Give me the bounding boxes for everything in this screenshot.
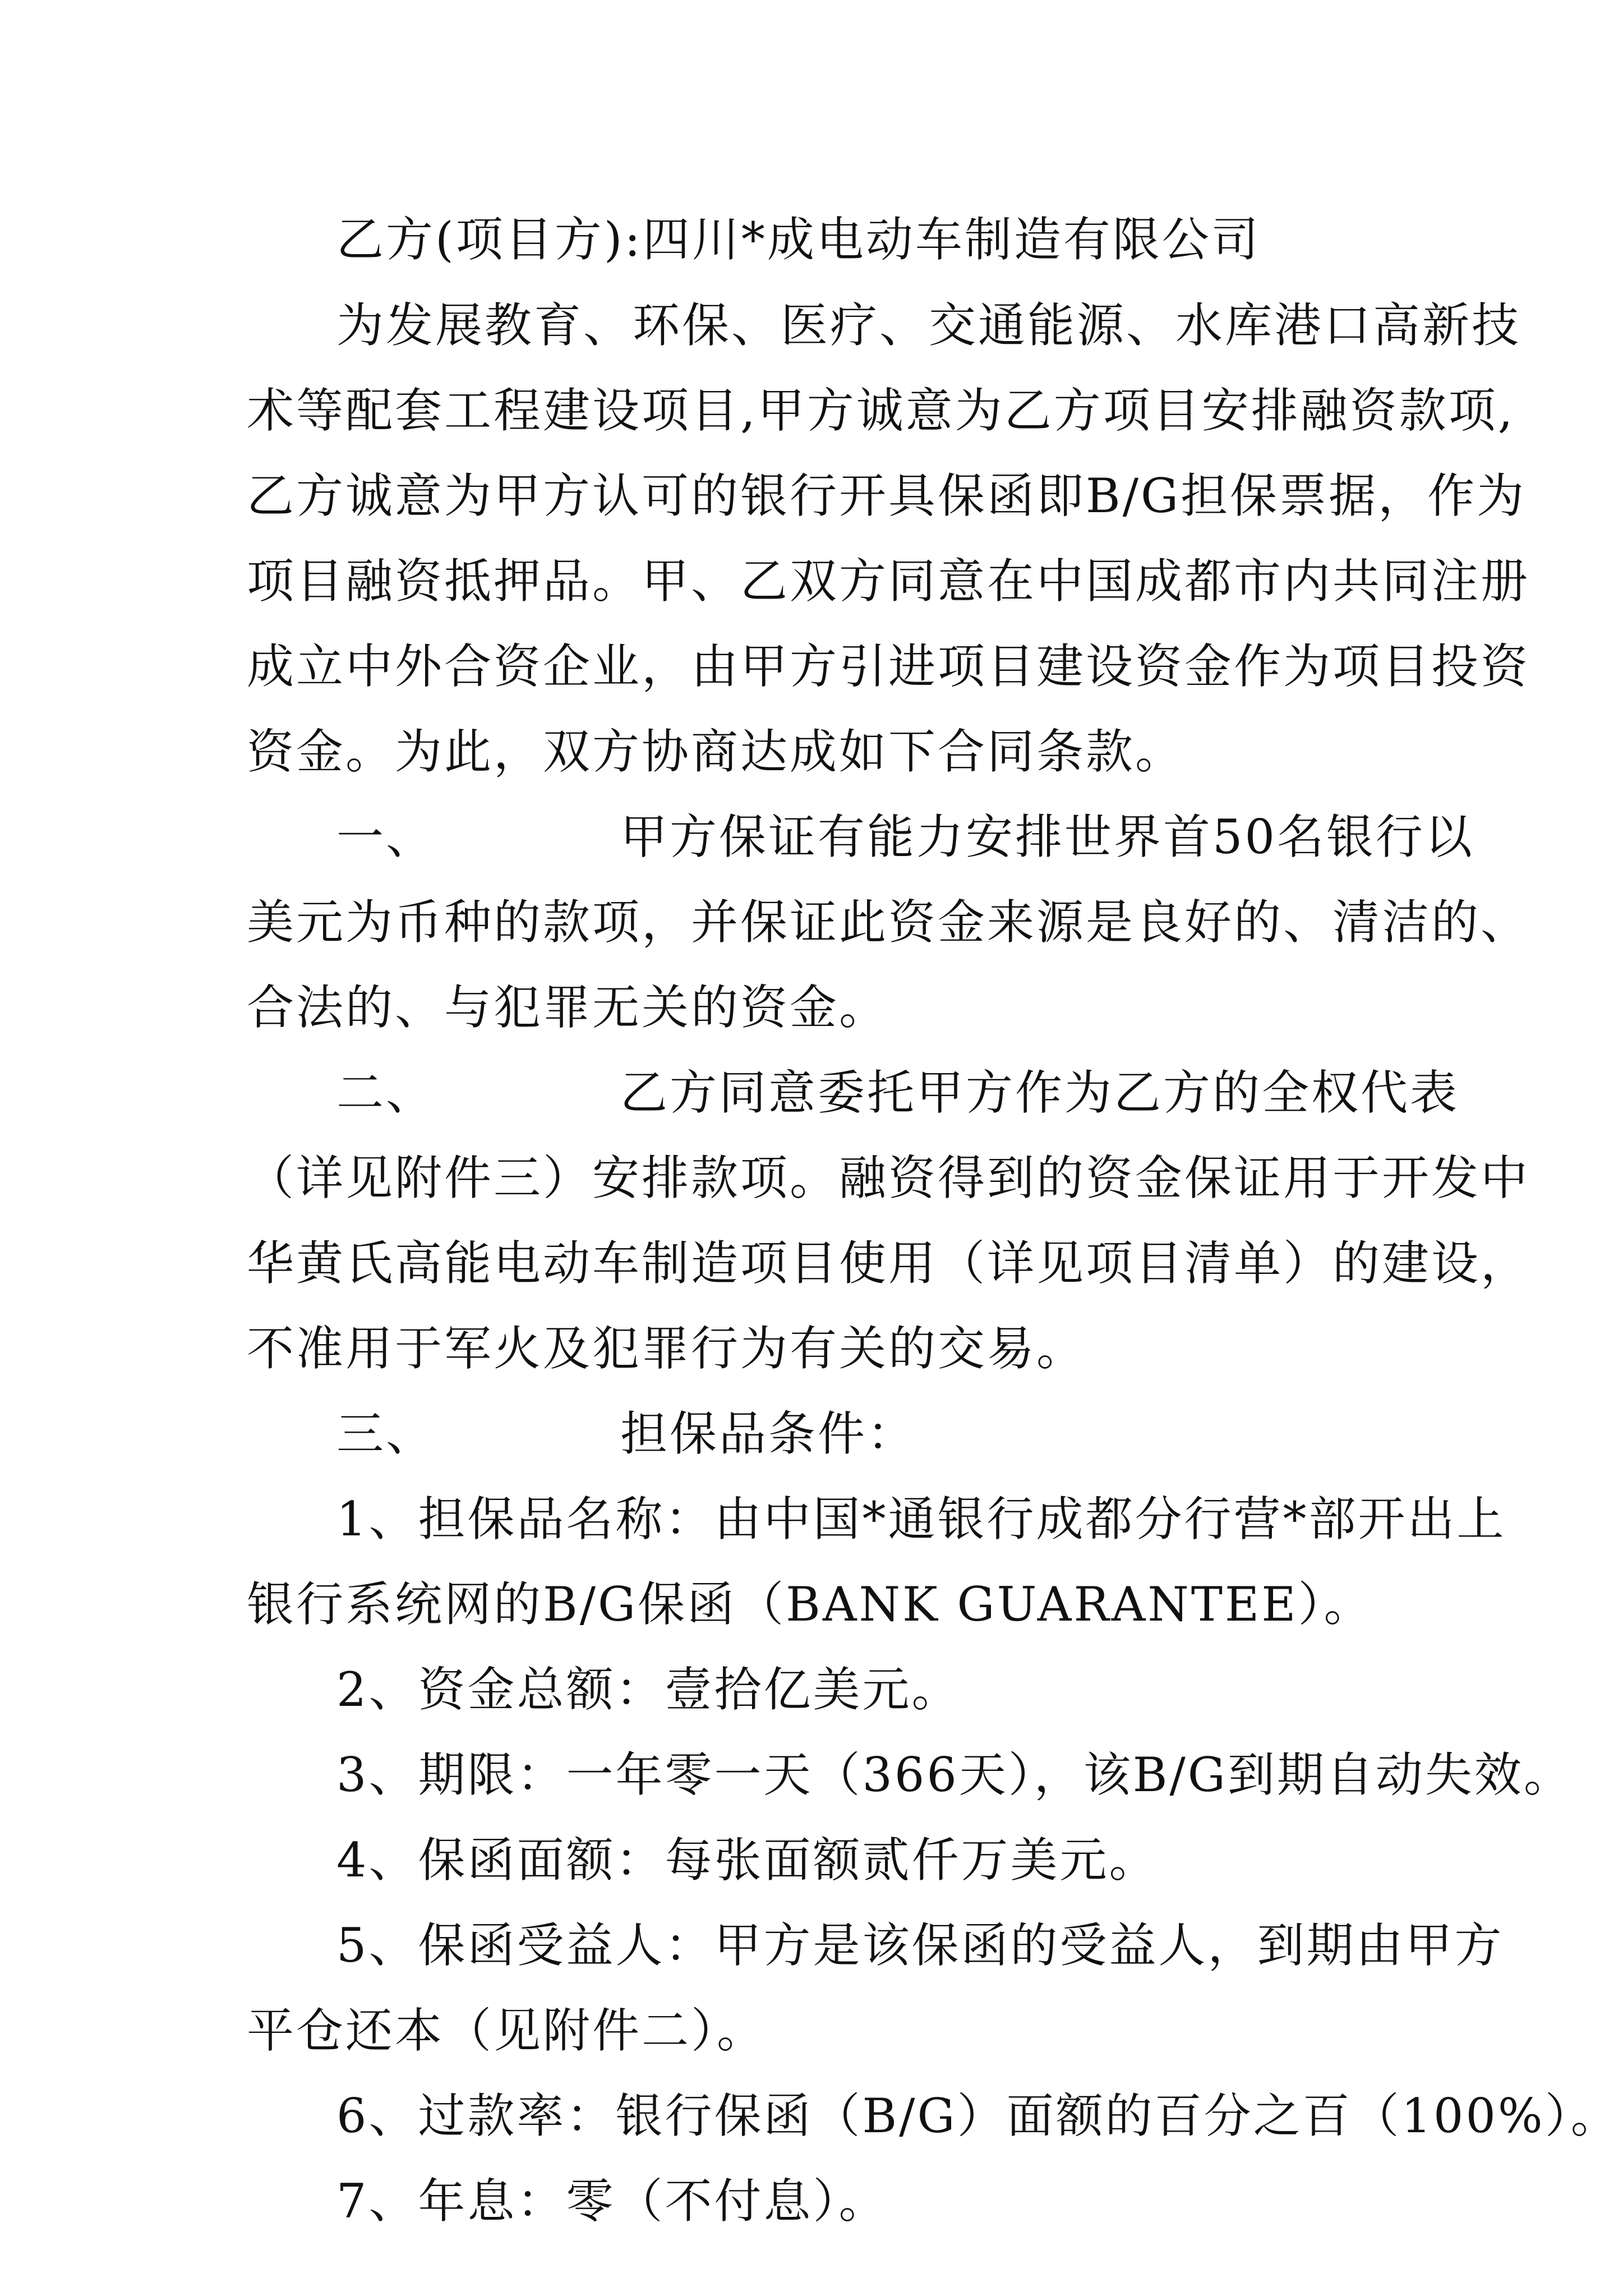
clause-2-text: 乙方同意委托甲方作为乙方的全权代表: [620, 1065, 1460, 1120]
condition-item: 3、期限：一年零一天（366天），该B/G到期自动失效。: [336, 1747, 1573, 1802]
condition-item: 2、资金总额：壹拾亿美元。: [336, 1662, 961, 1717]
clause-3-title: 担保品条件：: [620, 1406, 917, 1461]
clause-3-heading: [336, 1406, 917, 1461]
clause-1-line: 合法的、与犯罪无关的资金。: [247, 980, 889, 1035]
preamble-line: 乙方诚意为甲方认可的银行开具保函即B/G担保票据，作为: [247, 468, 1527, 523]
preamble-line: 术等配套工程建设项目,甲方诚意为乙方项目安排融资款项,: [247, 383, 1515, 438]
clause-1-number: 一、: [336, 809, 436, 864]
condition-item: 银行系统网的B/G保函（BANK GUARANTEE）。: [247, 1577, 1373, 1632]
condition-item: 4、保函面额：每张面额贰仟万美元。: [336, 1833, 1159, 1888]
clause-1-line: 美元为币种的款项，并保证此资金来源是良好的、清洁的、: [247, 895, 1530, 950]
clause-3-number: 三、: [336, 1406, 436, 1461]
clause-2-line: 不准用于军火及犯罪行为有关的交易。: [247, 1321, 1086, 1376]
clause-2-line: 华黄氏高能电动车制造项目使用（详见项目清单）的建设，: [247, 1236, 1530, 1291]
condition-item: 7、年息：零（不付息）。: [336, 2174, 888, 2229]
clause-2-number: 二、: [336, 1065, 436, 1120]
clause-2-line: （详见附件三）安排款项。融资得到的资金保证用于开发中: [247, 1151, 1530, 1205]
condition-item: 平仓还本（见附件二）。: [247, 2003, 767, 2058]
clause-1-text: 甲方保证有能力安排世界首50名银行以: [620, 809, 1474, 864]
preamble-line: 资金。为此，双方协商达成如下合同条款。: [247, 724, 1185, 779]
condition-item: 1、担保品名称：由中国*通银行成都分行营*部开出上: [336, 1492, 1506, 1547]
party-b-line: 乙方(项目方):四川*成电动车制造有限公司: [336, 212, 1261, 267]
clause-2-heading: [336, 1065, 1460, 1120]
preamble-line: 为发展教育、环保、医疗、交通能源、水库港口高新技: [336, 298, 1521, 353]
preamble-line: 项目融资抵押品。甲、乙双方同意在中国成都市内共同注册: [247, 554, 1530, 609]
condition-item: 6、过款率：银行保函（B/G）面额的百分之百（100%）。: [336, 2088, 1620, 2143]
preamble-line: 成立中外合资企业，由甲方引进项目建设资金作为项目投资: [247, 639, 1530, 694]
clause-1-heading: [336, 809, 1474, 864]
condition-item: 5、保函受益人：甲方是该保函的受益人，到期由甲方: [336, 1918, 1504, 1973]
